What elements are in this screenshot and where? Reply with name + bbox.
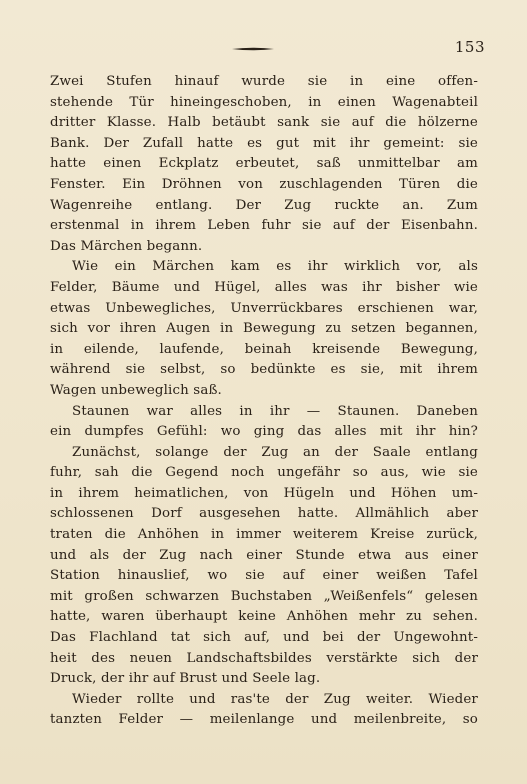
text-line: Zwei Stufen hinauf wurde sie in eine offen- <box>50 74 478 89</box>
text-line: dritter Klasse. Halb betäubt sank sie auf die hölzerne <box>50 115 478 131</box>
text-line: etwas Unbewegliches, Unverrückbares erschienen war, <box>50 300 478 316</box>
text-line: ein dumpfes Gefühl: wo ging das alles mit ihr hin? <box>50 424 478 440</box>
text-line: Druck, der ihr auf Brust und Seele lag. <box>50 671 321 687</box>
text-line: stehende Tür hineingeschoben, in einen Wagenabteil <box>50 94 478 110</box>
page-header <box>0 38 527 62</box>
text-line: Wagen unbeweglich saß. <box>50 382 222 398</box>
text-line: heit des neuen Landschaftsbildes verstärkte sich der <box>50 650 478 666</box>
text-line: Zunächst, solange der Zug an der Saale entlang <box>72 444 478 460</box>
text-line: Das Märchen begann. <box>50 238 203 254</box>
text-line: traten die Anhöhen in immer weiterem Kreise zurück, <box>50 527 478 543</box>
dash-ornament-icon <box>232 47 274 51</box>
text-line: erstenmal in ihrem Leben fuhr sie auf der Eisenbahn. <box>50 218 478 234</box>
text-line: tanzten Felder — meilenlange und meilenbreite, so <box>50 712 478 728</box>
text-line: sich vor ihren Augen in Bewegung zu setzen begannen, <box>50 321 478 337</box>
text-line: Staunen war alles in ihr — Staunen. Daneben <box>72 403 478 419</box>
text-line: und als der Zug nach einer Stunde etwa aus einer <box>50 547 478 563</box>
text-line: Wieder rollte und ras'te der Zug weiter. Wieder <box>72 691 478 707</box>
page-body-text <box>50 72 478 731</box>
text-line: in eilende, laufende, beinah kreisende Bewegung, <box>50 341 478 357</box>
text-line: Felder, Bäume und Hügel, alles was ihr bisher wie <box>50 279 478 295</box>
text-line: hatte einen Eckplatz erbeutet, saß unmittelbar am <box>50 156 478 172</box>
text-line: mit großen schwarzen Buchstaben „Weißenfels“ gelesen <box>50 588 478 604</box>
text-line: in ihrem heimatlichen, von Hügeln und Höhen um- <box>50 485 478 501</box>
text-line: hatte, waren überhaupt keine Anhöhen mehr zu sehen. <box>50 609 478 625</box>
text-line: schlossenen Dorf ausgesehen hatte. Allmählich aber <box>50 506 478 522</box>
text-line: fuhr, sah die Gegend noch ungefähr so aus, wie sie <box>50 465 478 481</box>
text-line: Wagenreihe entlang. Der Zug ruckte an. Zum <box>50 197 478 213</box>
text-line: Station hinauslief, wo sie auf einer weißen Tafel <box>50 568 478 584</box>
text-line: Bank. Der Zufall hatte es gut mit ihr gemeint: sie <box>50 135 478 151</box>
text-line: Fenster. Ein Dröhnen von zuschlagenden Türen die <box>50 176 478 192</box>
text-line: während sie selbst, so bedünkte es sie, mit ihrem <box>50 362 478 378</box>
page-number: 153 <box>454 38 485 56</box>
text-line: Wie ein Märchen kam es ihr wirklich vor, als <box>72 259 478 275</box>
text-line: Das Flachland tat sich auf, und bei der Ungewohnt- <box>50 630 478 646</box>
